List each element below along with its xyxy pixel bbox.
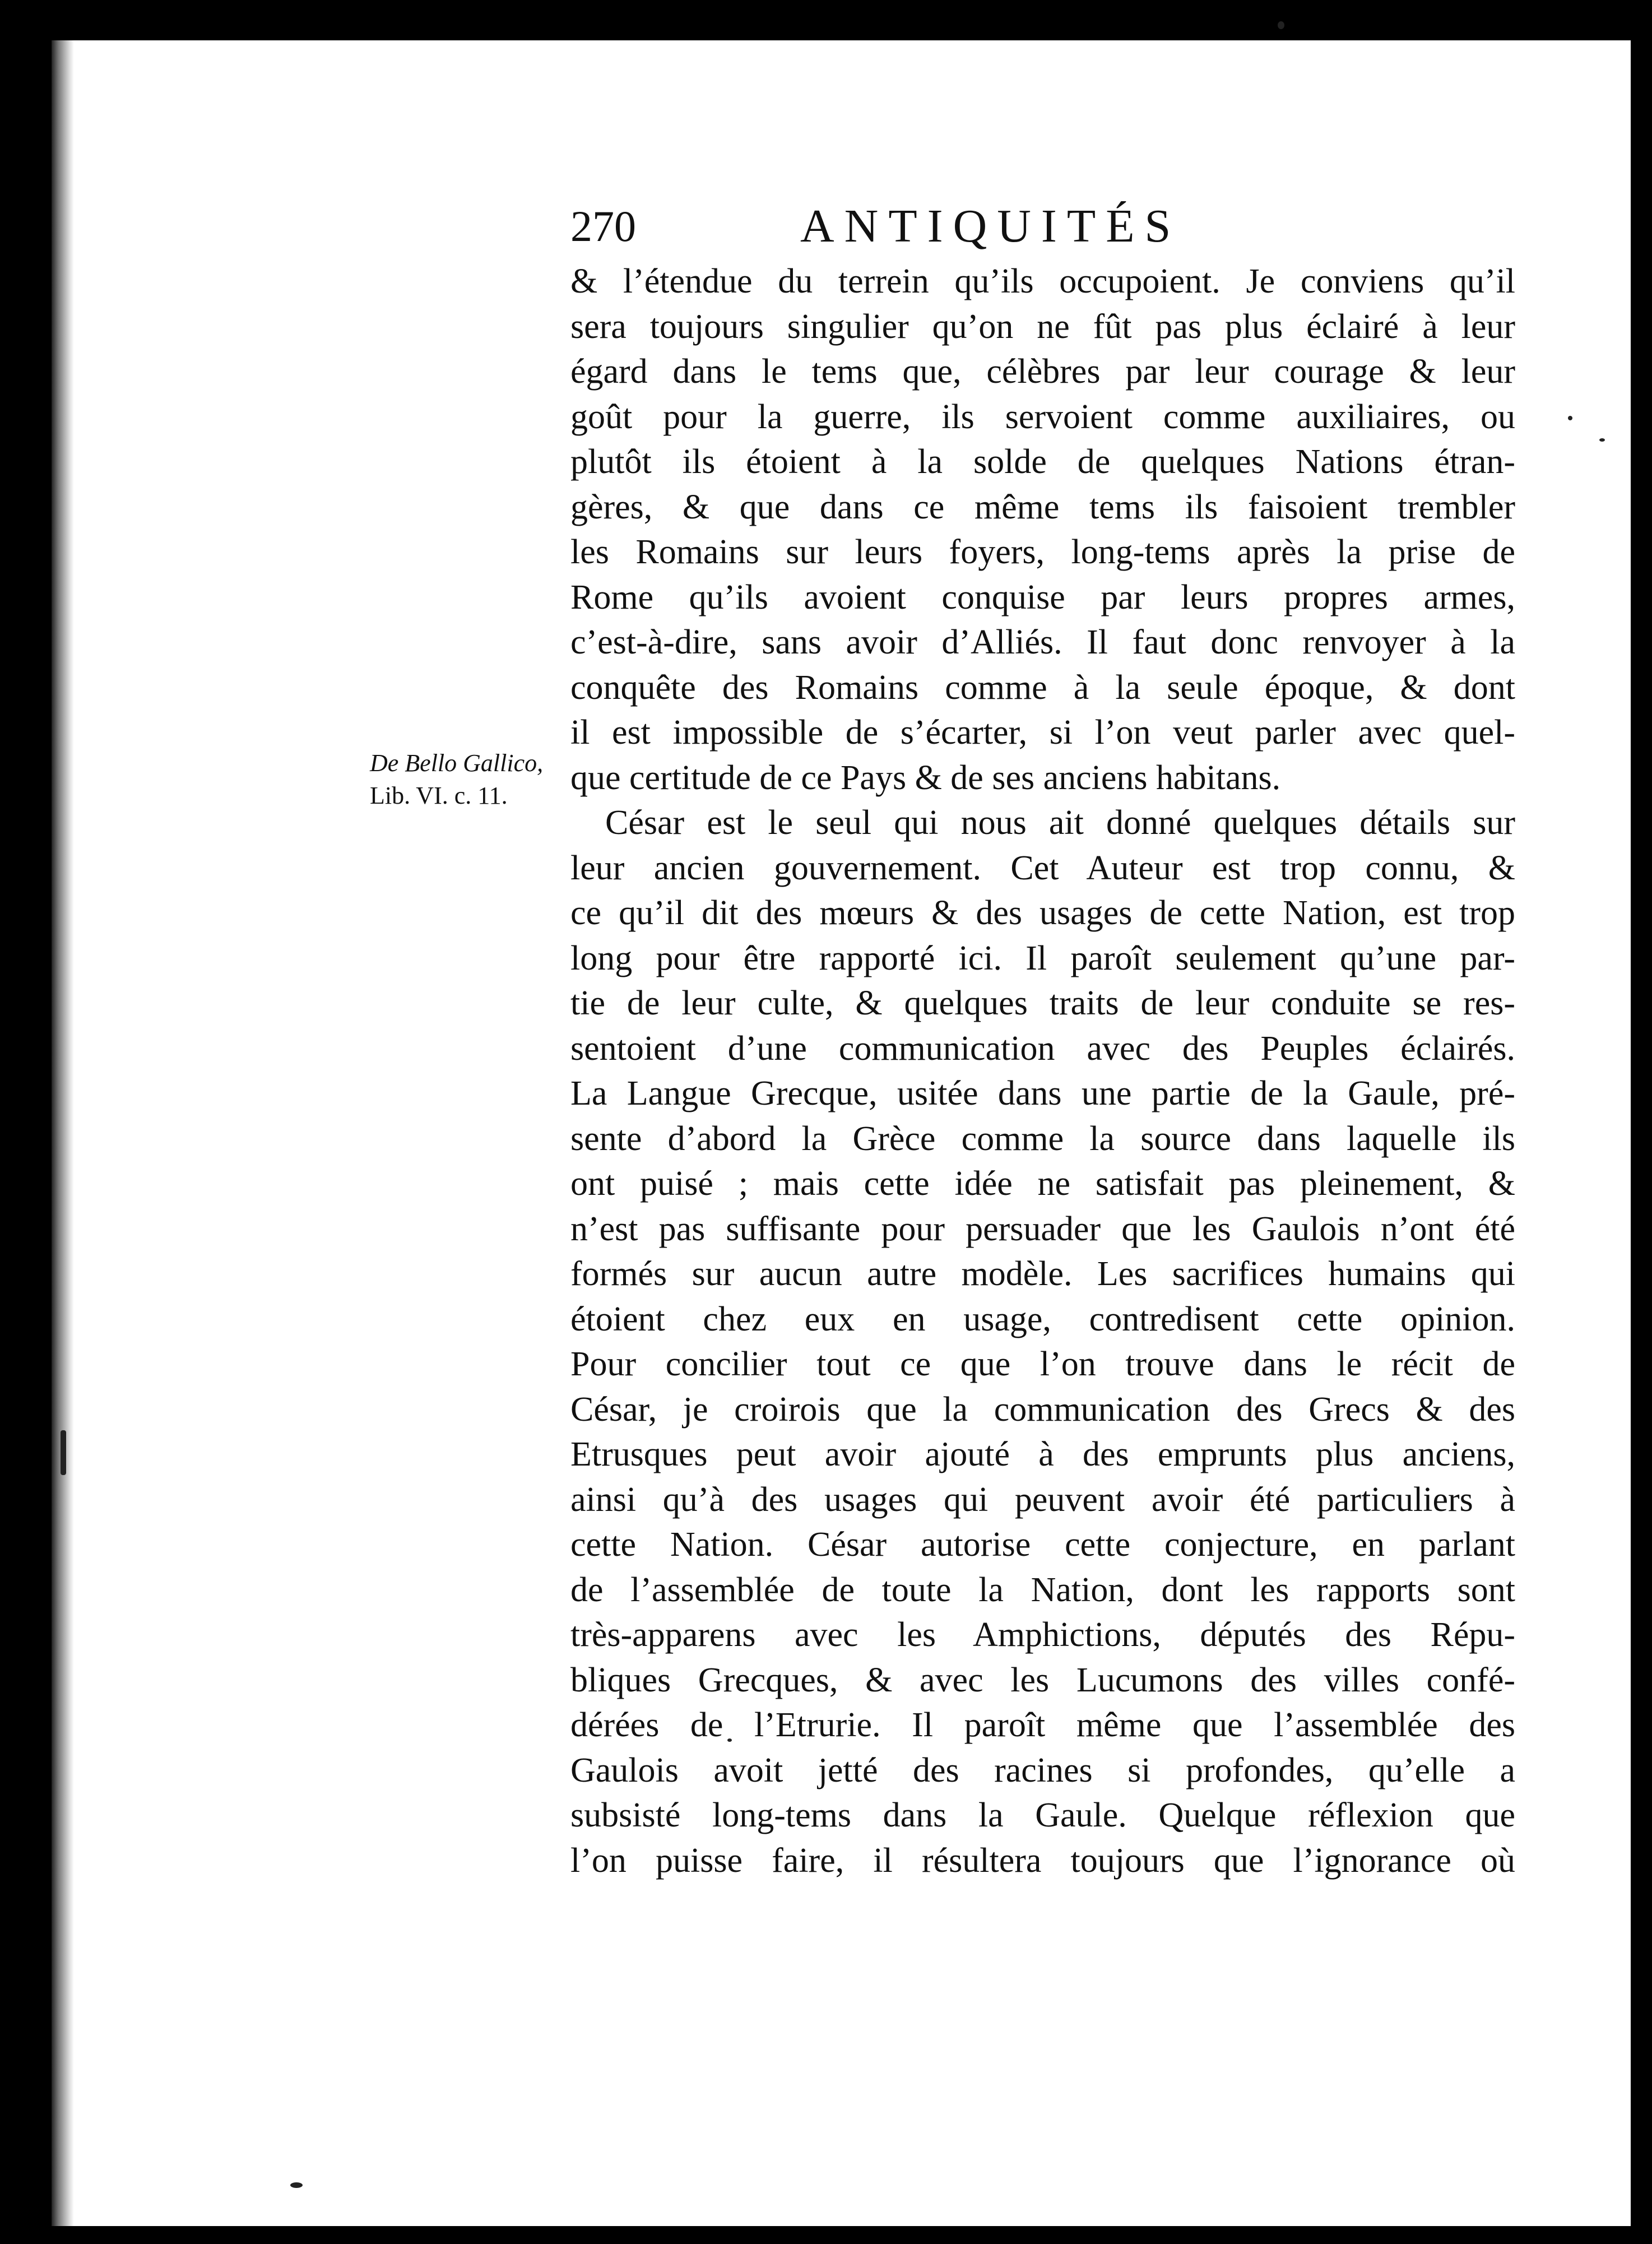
text-line: cette Nation. César autorise cette conjecture, en parlant [570,1526,1515,1564]
text-line: que certitude de ce Pays & de ses anciens habitans. [570,758,1281,797]
text-line: l’on puisse faire, il résultera toujours que l’ignorance où [570,1841,1515,1880]
text-line: c’est-à-dire, sans avoir d’Alliés. Il faut donc renvoyer à la [570,623,1515,661]
text-line: long pour être rapporté ici. Il paroît seulement qu’une par- [570,939,1515,977]
text-line: il est impossible de s’écarter, si l’on veut parler avec quel- [570,713,1515,752]
page-header [570,198,1515,254]
margin-note-line: Lib. VI. c. 11. [370,782,508,809]
paragraph [570,800,1515,1883]
text-line: dérées de l’Etrurie. Il paroît même que l’assemblée des [570,1706,1515,1744]
text-line: conquête des Romains comme à la seule époque, & dont [570,668,1515,707]
text-line: gères, & que dans ce même tems ils faisoient trembler [570,488,1515,526]
text-line: Pour concilier tout ce que l’on trouve dans le récit de [570,1345,1515,1383]
text-line: égard dans le tems que, célèbres par leur courage & leur [570,353,1515,391]
text-line: tie de leur culte, & quelques traits de leur conduite se res- [570,984,1515,1022]
margin-note [370,747,572,812]
text-line: les Romains sur leurs foyers, long-tems après la prise de [570,533,1515,571]
body-text [570,259,1515,1883]
text-line: César est le seul qui nous ait donné quelques détails sur [605,804,1515,842]
text-line: subsisté long-tems dans la Gaule. Quelque réflexion que [570,1796,1515,1834]
running-title: ANTIQUITÉS [800,200,1181,252]
text-line: sera toujours singulier qu’on ne fût pas plus éclairé à leur [570,307,1515,346]
margin-note-line: De Bello Gallico, [370,749,544,777]
text-line: sentoient d’une communication avec des Peuples éclairés. [570,1029,1515,1068]
text-line: ce qu’il dit des mœurs & des usages de cette Nation, est trop [570,894,1515,932]
text-line: étoient chez eux en usage, contredisent cette opinion. [570,1300,1515,1338]
text-line: sente d’abord la Grèce comme la source dans laquelle ils [570,1119,1515,1158]
text-line: plutôt ils étoient à la solde de quelques Nations étran- [570,443,1515,481]
text-line: bliques Grecques, & avec les Lucumons des villes confé- [570,1661,1515,1699]
text-line: formés sur aucun autre modèle. Les sacrifices humains qui [570,1255,1515,1293]
text-line: de l’assemblée de toute la Nation, dont les rapports sont [570,1570,1515,1609]
text-line: & l’étendue du terrein qu’ils occupoient. Je conviens qu’il [570,262,1515,300]
text-line: Gaulois avoit jetté des racines si profondes, qu’elle a [570,1751,1515,1789]
text-line: leur ancien gouvernement. Cet Auteur est trop connu, & [570,849,1515,887]
text-line: ont puisé ; mais cette idée ne satisfait pas pleinement, & [570,1165,1515,1203]
text-line: ainsi qu’à des usages qui peuvent avoir été particuliers à [570,1480,1515,1519]
text-line: n’est pas suffisante pour persuader que les Gaulois n’ont été [570,1209,1515,1248]
text-line: Etrusques peut avoir ajouté à des emprunts plus anciens, [570,1435,1515,1473]
text-line: goût pour la guerre, ils servoient comme auxiliaires, ou [570,397,1515,436]
page-number: 270 [570,202,636,251]
text-line: César, je croirois que la communication des Grecs & des [570,1390,1515,1429]
text-line: très-apparens avec les Amphictions, députés des Répu- [570,1616,1515,1654]
text-line: Rome qu’ils avoient conquise par leurs propres armes, [570,578,1515,616]
paragraph [570,259,1515,800]
text-line: La Langue Grecque, usitée dans une partie de la Gaule, pré- [570,1074,1515,1112]
